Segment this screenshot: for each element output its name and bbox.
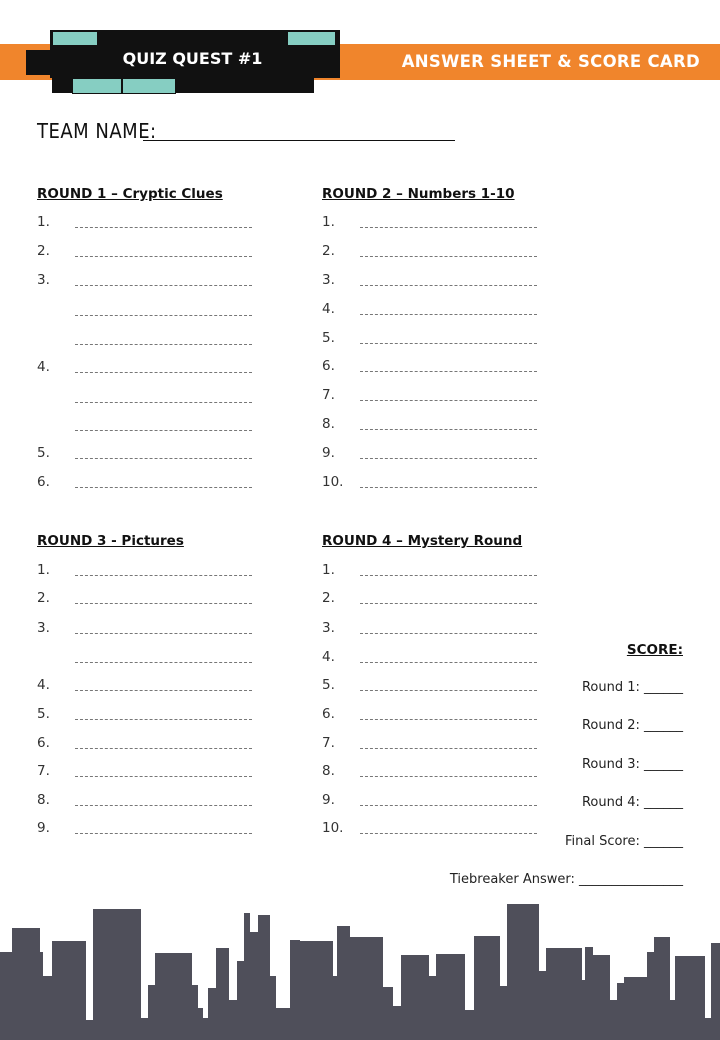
round-1-title: ROUND 1 – Cryptic Clues: [37, 186, 223, 202]
quiz-title: QUIZ QUEST #1: [122, 49, 263, 68]
score-row-round-4: Round 4: ______: [581, 795, 683, 810]
answer-number: 1.: [37, 214, 50, 230]
answer-number: 9.: [322, 445, 335, 461]
answer-number: 3.: [322, 620, 335, 636]
answer-number: 5.: [37, 445, 50, 461]
answer-number: 6.: [322, 358, 335, 374]
answer-number: 2.: [322, 590, 335, 606]
answer-number: 3.: [37, 620, 50, 636]
answer-number: 1.: [322, 214, 335, 230]
score-row-round-3: Round 3: ______: [581, 757, 683, 772]
answer-number: 4.: [37, 359, 50, 375]
answer-number: 1.: [322, 562, 335, 578]
score-row-round-2: Round 2: ______: [581, 718, 683, 733]
tiebreaker-row: Tiebreaker Answer: ________________: [449, 872, 683, 887]
answer-number: 3.: [322, 272, 335, 288]
score-row-round-1: Round 1: ______: [581, 680, 683, 695]
round-2-title: ROUND 2 – Numbers 1-10: [322, 186, 515, 202]
sheet-title: ANSWER SHEET & SCORE CARD: [401, 52, 700, 71]
answer-number: 7.: [322, 735, 335, 751]
answer-number: 4.: [37, 677, 50, 693]
answer-number: 5.: [322, 677, 335, 693]
answer-number: 10.: [322, 820, 344, 836]
answer-number: 8.: [322, 416, 335, 432]
answer-number: 6.: [322, 706, 335, 722]
round-4-title: ROUND 4 – Mystery Round: [322, 533, 523, 549]
round-3-title: ROUND 3 - Pictures: [37, 533, 184, 549]
answer-number: 9.: [322, 792, 335, 808]
answer-number: 4.: [322, 649, 335, 665]
answer-number: 3.: [37, 272, 50, 288]
answer-number: 5.: [37, 706, 50, 722]
answer-number: 5.: [322, 330, 335, 346]
team-name-label: TEAM NAME:: [37, 119, 157, 143]
answer-number: 9.: [37, 820, 50, 836]
score-row-final: Final Score: ______: [564, 834, 683, 849]
answer-number: 6.: [37, 474, 50, 490]
answer-number: 4.: [322, 301, 335, 317]
answer-number: 2.: [37, 243, 50, 259]
answer-number: 6.: [37, 735, 50, 751]
answer-number: 7.: [322, 387, 335, 403]
answer-number: 8.: [322, 763, 335, 779]
score-title: SCORE:: [626, 642, 683, 658]
answer-number: 2.: [322, 243, 335, 259]
answer-number: 7.: [37, 763, 50, 779]
answer-number: 1.: [37, 562, 50, 578]
answer-number: 2.: [37, 590, 50, 606]
answer-number: 10.: [322, 474, 344, 490]
answer-number: 8.: [37, 792, 50, 808]
